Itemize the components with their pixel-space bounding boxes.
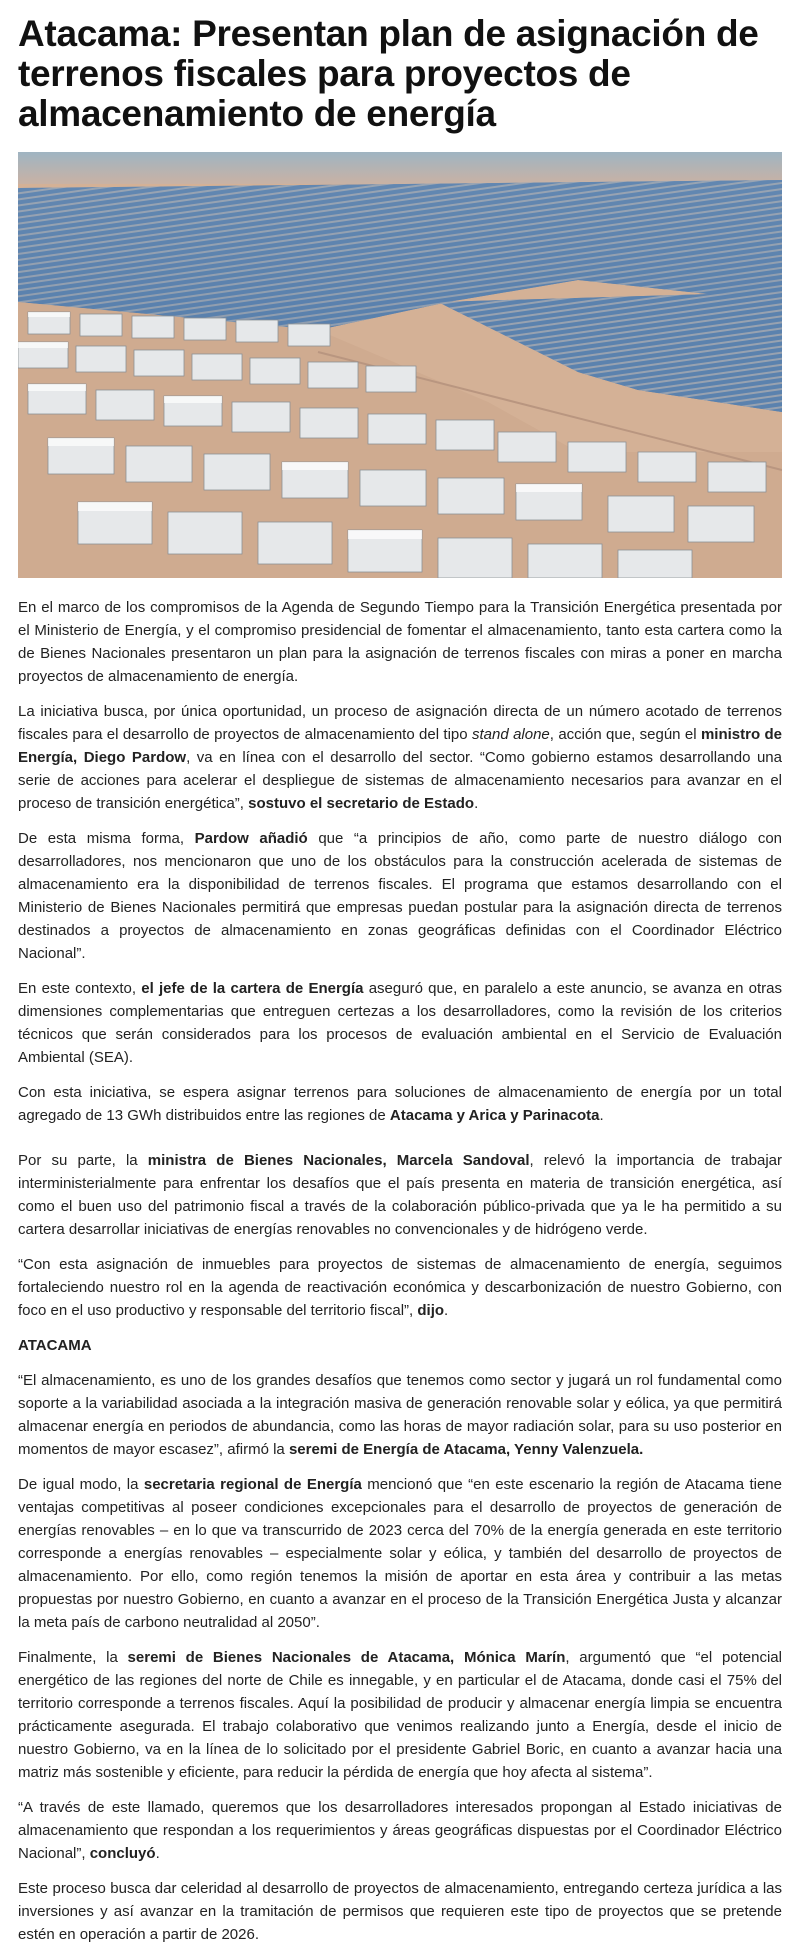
paragraph: La iniciativa busca, por única oportunidad, un proceso de asignación directa de un número acotado de terrenos fiscales para el desarrollo de proyectos de almacenamiento del tipo stand alone, acción que, según el ministro de Energía, Diego Pardow, va en línea con el desarrollo del sector. “Como gobierno estamos desarrollando una serie de acciones para acelerar el despliegue de sistemas de almacenamiento necesarios para avanzar en el proceso de transición energética”, sostuvo el secretario de Estado. <box>18 703 782 812</box>
paragraph: Con esta iniciativa, se espera asignar terrenos para soluciones de almacenamiento de energía por un total agregado de 13 GWh distribuidos entre las regiones de Atacama y Arica y Parinacota. <box>18 1084 782 1124</box>
paragraph: En el marco de los compromisos de la Agenda de Segundo Tiempo para la Transición Energética presentada por el Ministerio de Energía, y el compromiso presidencial de fomentar el almacenamiento, tanto esta cartera como la de Bienes Nacionales presentaron un plan para la asignación de terrenos fiscales con miras a poner en marcha proyectos de almacenamiento de energía. <box>18 599 782 685</box>
paragraph: Este proceso busca dar celeridad al desarrollo de proyectos de almacenamiento, entregando certeza jurídica a las inversiones y así avanzar en la tramitación de permisos que requieren este tipo de proyectos que se pretende estén en operación a partir de 2026. <box>18 1880 782 1943</box>
paragraph: Finalmente, la seremi de Bienes Nacionales de Atacama, Mónica Marín, argumentó que “el potencial energético de las regiones del norte de Chile es innegable, y en particular el de Atacama, donde casi el 75% del territorio corresponde a terrenos fiscales. Aquí la posibilidad de producir y almacenar energía limpia se encuentra prácticamente asegurada. El trabajo colaborativo que venimos realizando junto a Energía, desde el inicio de nuestro Gobierno, va en la línea de lo solicitado por el presidente Gabriel Boric, en cuanto a avanzar hacia una matriz más sostenible y eficiente, para reducir la pérdida de energía que hoy afecta al sistema”. <box>18 1649 782 1781</box>
paragraph: “A través de este llamado, queremos que los desarrolladores interesados propongan al Estado iniciativas de almacenamiento que respondan a los requerimientos y áreas geográficas dispuestas por el Coordinador Eléctrico Nacional”, concluyó. <box>18 1799 782 1862</box>
paragraph: De esta misma forma, Pardow añadió que “a principios de año, como parte de nuestro diálogo con desarrolladores, nos mencionaron que uno de los obstáculos para la construcción acelerada de sistemas de almacenamiento era la disponibilidad de terrenos fiscales. El programa que estamos desarrollando con el Ministerio de Bienes Nacionales permitirá que empresas puedan postular para la asignación directa de terrenos destinados a proyectos de almacenamiento en zonas geográficas definidas con el Coordinador Eléctrico Nacional”. <box>18 830 783 962</box>
article-title: Atacama: Presentan plan de asignación de terrenos fiscales para proyectos de almacenamiento de energía <box>18 13 759 134</box>
paragraph: De igual modo, la secretaria regional de Energía mencionó que “en este escenario la región de Atacama tiene ventajas competitivas al poseer condiciones excepcionales para el desarrollo de proyectos de generación de energías renovables – en lo que va transcurrido de 2023 cerca del 70% de la energía generada en este territorio corresponde a energías renovables – especialmente solar y eólica, y también del desarrollo de proyectos de almacenamiento. Por ello, como región tenemos la misión de aportar en esta área y contribuir a las metas propuestas por nuestro Gobierno, en cuanto a avanzar en el proceso de la Transición Energética Justa y alcanzar la meta país de carbono neutralidad al 2050”. <box>18 1476 782 1631</box>
paragraph: Por su parte, la ministra de Bienes Nacionales, Marcela Sandoval, relevó la importancia de trabajar interministerialmente para enfrentar los desafíos que el país presenta en materia de transición energética, así como el buen uso del patrimonio fiscal a través de la colaboración público-privada que ya le ha permitido a su cartera desarrollar iniciativas de energías renovables no convencionales y de hidrógeno verde. <box>18 1152 782 1238</box>
paragraph: “El almacenamiento, es uno de los grandes desafíos que tenemos como sector y jugará un rol fundamental como soporte a la variabilidad asociada a la integración masiva de generación renovable solar y eólica, ya que permitirá almacenar energía en periodos de abundancia, como las horas de mayor radiación solar, para su uso posterior en momentos de mayor escasez”, afirmó la seremi de Energía de Atacama, Yenny Valenzuela. <box>18 1372 782 1458</box>
section-heading: ATACAMA <box>18 1337 92 1354</box>
paragraph: En este contexto, el jefe de la cartera de Energía aseguró que, en paralelo a este anuncio, se avanza en otras dimensiones complementarias que entreguen certezas a los desarrolladores, como la revisión de los criterios técnicos que serán considerados para los procesos de evaluación ambiental en el Servicio de Evaluación Ambiental (SEA). <box>18 980 782 1066</box>
article-body <box>18 596 782 1946</box>
paragraph: “Con esta asignación de inmuebles para proyectos de sistemas de almacenamiento de energía, seguimos fortaleciendo nuestro rol en la agenda de reactivación económica y descarbonización de nuestro Gobierno, con foco en el uso productivo y responsable del territorio fiscal”, dijo. <box>18 1256 782 1319</box>
hero-image <box>18 152 782 578</box>
